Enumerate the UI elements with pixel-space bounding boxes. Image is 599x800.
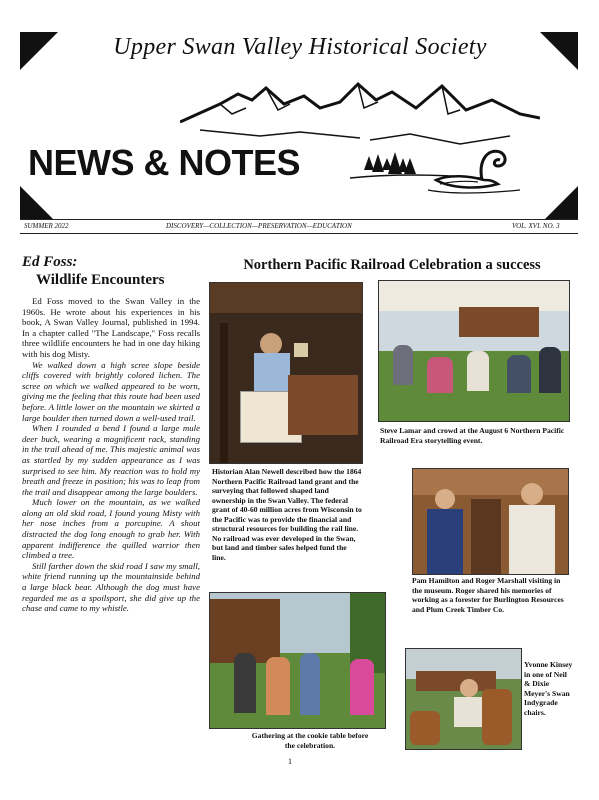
photo-historian-speaking: [209, 282, 363, 464]
article-paragraph: When I rounded a bend I found a large mule deer buck, wearing a magnificent rack, standing in the trail ahead of me. This majestic animal was as startled by my sudden appearance as I was surprised to see him. My reaction was to hold my breath and freeze in position; his was to leap from the trail and disappear among the large boulders.: [22, 423, 200, 497]
corner-triangle-icon-top-left: [20, 32, 58, 70]
article-subheading: Wildlife Encounters: [36, 272, 165, 288]
issue-season: SUMMER 2022: [24, 222, 69, 230]
article-paragraph: Still farther down the skid road I saw my small, white friend running up the mountainside behind a large black bear. Although the dog must have regarded me as a spoilsport, she did give up the chase and came to my whistle.: [22, 560, 200, 614]
page-number: 1: [288, 757, 292, 766]
caption-cookie-table: Gathering at the cookie table before the celebration.: [251, 731, 369, 750]
masthead-rule-top: [20, 219, 578, 220]
photo-pam-roger: [412, 468, 569, 575]
corner-triangle-icon-top-right: [540, 32, 578, 70]
railroad-headline: Northern Pacific Railroad Celebration a success: [243, 257, 541, 273]
society-name: Upper Swan Valley Historical Society: [113, 34, 487, 60]
corner-triangle-icon-bottom-right: [544, 186, 578, 220]
caption-historian: Historian Alan Newell described how the 1864 Northern Pacific Railroad land grant and the surveying that followed shaped land ownership in the Swan Valley. The federal grant of 40-60 million acres from Wisconsin to the Pacific was to provide the financial and structural resources for building the rail line. No railroad was ever developed in the Swan, but land and timber sales helped fund the line.: [212, 467, 362, 562]
article-paragraph: We walked down a high scree slope beside cliffs covered with brightly colored lichen. The scree on which we walked appeared to be worn, giving me the feeling that this route had been used before. A little lower on the mountain we skirted a large boulder then turned down a well-used trail.: [22, 359, 200, 423]
volume-number: VOL. XVI. NO. 3: [512, 222, 560, 230]
caption-pam-roger: Pam Hamilton and Roger Marshall visiting in the museum. Roger shared his memories of working as a forester for Burlington Resources and Plum Creek Timber Co.: [412, 576, 564, 614]
masthead-rule-bottom: [20, 233, 578, 234]
swan-logo-icon: [420, 140, 540, 200]
photo-cookie-table: [209, 592, 386, 729]
article-paragraph: Ed Foss moved to the Swan Valley in the 1960s. He wrote about his experiences in his book, A Swan Valley Journal, published in 1994. In a chapter called "The Landscape," Foss recalls three wildlife encounters he had in one day hiking with his dog Misty.: [22, 296, 200, 359]
caption-yvonne: Yvonne Kinsey in one of Neil & Dixie Meyer's Swan Indygrade chairs.: [524, 660, 573, 717]
caption-crowd: Steve Lamar and crowd at the August 6 Northern Pacific Railroad Era storytelling event.: [380, 426, 565, 445]
corner-triangle-icon-bottom-left: [20, 186, 54, 220]
article-heading: Ed Foss:: [22, 254, 78, 270]
article-body: [22, 296, 200, 614]
motto: DISCOVERY—COLLECTION—PRESERVATION—EDUCATION: [166, 222, 352, 230]
newsletter-title: NEWS & NOTES: [28, 142, 301, 183]
photo-yvonne-chair: [405, 648, 522, 750]
article-paragraph: Much lower on the mountain, as we walked along an old skid road, I found young Misty with her nose inches from a porcupine. A shout distracted the dog long enough to grab her. With apparent indifference the quilled warrior then climbed a tree.: [22, 497, 200, 561]
photo-crowd-outdoors: [378, 280, 570, 422]
